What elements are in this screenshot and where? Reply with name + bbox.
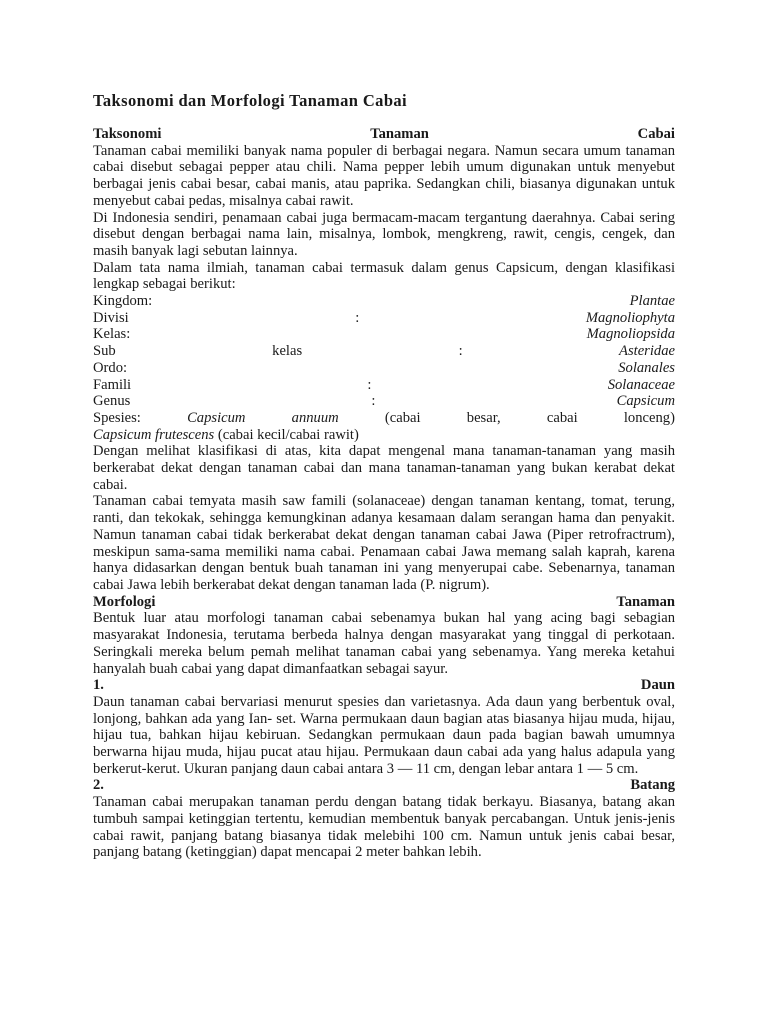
- subheading-batang: [93, 777, 675, 794]
- heading-word: Cabai: [637, 126, 675, 142]
- species-word: lonceng): [623, 409, 675, 426]
- classification-spesies: [93, 410, 675, 427]
- classification-value: Solanaceae: [607, 376, 675, 393]
- paragraph: Tanaman cabai temyata masih saw famili (solanaceae) dengan tanaman kentang, tomat, terung, ranti, dan tekokak, sehingga kemungkinan adanya kesamaan dalam serangan hama dan penyakit. Namun tanaman cabai tidak berkerabat dekat dengan tanaman cabai Jawa (Piper retrofractrum), meskipun sama-sama memiliki nama cabai. Penamaan cabai Jawa memang salah kaprah, karena hanya didasarkan dengan bentuk buah tanaman ini yang menyerupai cabe. Sebenarnya, tanaman cabai Jawa lebih berkerabat dekat dengan tanaman lada (P. nigrum).: [93, 493, 675, 593]
- document-page: [93, 92, 675, 861]
- species-word: cabai: [546, 409, 578, 426]
- paragraph: Tanaman cabai merupakan tanaman perdu dengan batang tidak berkayu. Biasanya, batang akan tumbuh sampai ketinggian tertentu, kemudian membentuk banyak percabangan. Untuk jenis-jenis cabai rawit, panjang batang biasanya tidak melebihi 100 cm. Namun untuk jenis cabai besar, panjang batang (ketinggian) dapat mencapai 2 meter bahkan lebih.: [93, 794, 675, 861]
- classification-kingdom: [93, 293, 675, 310]
- paragraph: Bentuk luar atau morfologi tanaman cabai sebenamya bukan hal yang acing bagi sebagian masyarakat Indonesia, terutama berbeda halnya dengan masyarakat yang tinggal di perkotaan. Seringkali mereka belum pemah melihat tanaman cabai yang sebenamya. Yang mereka ketahui hanyalah buah cabai yang dapat dimanfaatkan sebagai sayur.: [93, 610, 675, 677]
- section-heading-morfologi: [93, 594, 675, 611]
- classification-ordo: [93, 360, 675, 377]
- classification-label: Divisi: [93, 309, 129, 326]
- classification-label: Ordo:: [93, 359, 128, 376]
- species-word: annuum: [291, 409, 339, 426]
- classification-value: Solanales: [618, 359, 675, 376]
- classification-label-mid: kelas: [272, 343, 303, 360]
- heading-word: Taksonomi: [93, 126, 162, 142]
- classification-label: Spesies:: [93, 409, 141, 426]
- species-word: besar,: [466, 409, 501, 426]
- classification-value: Magnoliopsida: [586, 326, 675, 343]
- classification-colon: :: [371, 393, 376, 410]
- classification-spesies-line2: [93, 427, 675, 444]
- heading-word: Morfologi: [93, 593, 156, 610]
- classification-genus: [93, 393, 675, 410]
- paragraph: Tanaman cabai memiliki banyak nama populer di berbagai negara. Namun secara umum tanaman cabai disebut sebagai pepper atau chili. Nama pepper lebih umum digunakan untuk menyebut berbagai jenis cabai besar, cabai manis, atau paprika. Sedangkan chili, biasanya digunakan untuk menyebut cabai pedas, misalnya cabai rawit.: [93, 142, 675, 209]
- classification-label: Kelas:: [93, 326, 131, 343]
- classification-value: Asteridae: [619, 343, 675, 360]
- species-name: Capsicum frutescens: [93, 426, 215, 443]
- classification-colon: :: [355, 309, 360, 326]
- classification-colon: :: [367, 376, 372, 393]
- subheading-label: Daun: [640, 677, 675, 694]
- classification-label: Genus: [93, 393, 131, 410]
- subheading-label: Batang: [630, 777, 675, 794]
- classification-subkelas: [93, 343, 675, 360]
- classification-label: Famili: [93, 376, 132, 393]
- classification-famili: [93, 377, 675, 394]
- paragraph: Di Indonesia sendiri, penamaan cabai juga bermacam-macam tergantung daerahnya. Cabai sering disebut dengan berbagai nama lain, misalnya, lombok, mengkreng, rawit, cengis, cengek, dan masih banyak lagi sebutan lainnya.: [93, 209, 675, 259]
- classification-label: Kingdom:: [93, 293, 153, 310]
- document-title: Taksonomi dan Morfologi Tanaman Cabai: [93, 91, 408, 110]
- classification-value: Capsicum: [616, 393, 675, 410]
- classification-divisi: [93, 310, 675, 327]
- subheading-number: 2.: [93, 777, 104, 794]
- heading-word: Tanaman: [370, 126, 429, 142]
- classification-kelas: [93, 326, 675, 343]
- paragraph: Dalam tata nama ilmiah, tanaman cabai termasuk dalam genus Capsicum, dengan klasifikasi lengkap sebagai berikut:: [93, 259, 675, 293]
- section-heading-taksonomi: [93, 126, 675, 143]
- species-word: (cabai: [384, 409, 421, 426]
- classification-label: Sub: [93, 343, 116, 360]
- paragraph: Dengan melihat klasifikasi di atas, kita dapat mengenal mana tanaman-tanaman yang masih berkerabat dekat dengan tanaman cabai dan mana tanaman-tanaman yang bukan kerabat dekat cabai.: [93, 443, 675, 493]
- species-note: (cabai kecil/cabai rawit): [214, 426, 359, 443]
- classification-colon: :: [458, 343, 463, 360]
- classification-value: Plantae: [629, 293, 675, 310]
- paragraph: Daun tanaman cabai bervariasi menurut spesies dan varietasnya. Ada daun yang berbentuk oval, lonjong, bahkan ada yang Ian- set. Warna permukaan daun bagian atas biasanya hijau muda, hijau, hijau tua, bahkan hijau kebiruan. Sedangkan permukaan daun pada bagian bawah umumnya berwarna hijau muda, hijau pucat atau hijau. Permukaan daun cabai ada yang halus adapula yang berkerut-kerut. Ukuran panjang daun cabai antara 3 — 11 cm, dengan lebar antara 1 — 5 cm.: [93, 693, 675, 777]
- subheading-number: 1.: [93, 677, 104, 694]
- heading-word: Tanaman: [616, 593, 675, 610]
- species-word: Capsicum: [187, 409, 246, 426]
- subheading-daun: [93, 677, 675, 694]
- classification-value: Magnoliophyta: [585, 309, 675, 326]
